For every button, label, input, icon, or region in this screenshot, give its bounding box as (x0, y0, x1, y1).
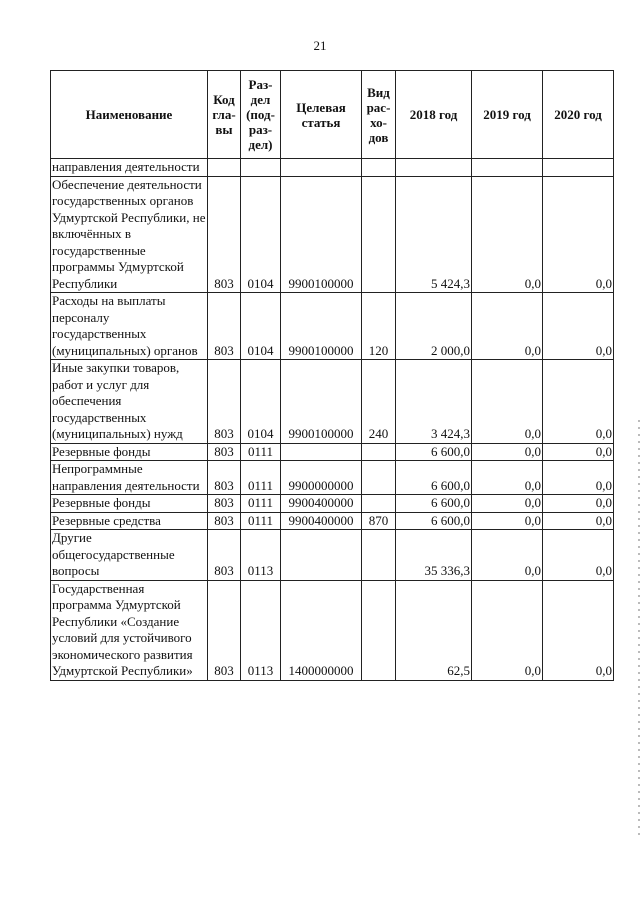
row-2018: 3 424,3 (396, 360, 472, 444)
row-2020: 0,0 (543, 461, 614, 495)
header-chapter: Код гла-вы (208, 71, 241, 159)
row-2019: 0,0 (472, 495, 543, 513)
row-chapter: 803 (208, 360, 241, 444)
row-name: Государственная программа Удмуртской Республики «Создание условий для устойчивого экономического развития Удмуртской Республики» (51, 580, 208, 680)
row-name: Резервные фонды (51, 495, 208, 513)
row-target: 1400000000 (281, 580, 362, 680)
row-section: 0104 (241, 176, 281, 293)
row-2018: 5 424,3 (396, 176, 472, 293)
row-target (281, 530, 362, 581)
row-section (241, 159, 281, 177)
row-2019: 0,0 (472, 360, 543, 444)
row-2018: 6 600,0 (396, 443, 472, 461)
row-name: Непрограммные направления деятельности (51, 461, 208, 495)
table-row (51, 512, 614, 530)
table-row (51, 530, 614, 581)
row-target: 9900400000 (281, 512, 362, 530)
header-expense-type: Вид рас-хо-дов (362, 71, 396, 159)
row-chapter (208, 159, 241, 177)
header-2020: 2020 год (543, 71, 614, 159)
row-chapter: 803 (208, 580, 241, 680)
row-2020: 0,0 (543, 293, 614, 360)
row-2019: 0,0 (472, 512, 543, 530)
header-section: Раз-дел (под-раз-дел) (241, 71, 281, 159)
header-2018: 2018 год (396, 71, 472, 159)
row-target: 9900400000 (281, 495, 362, 513)
row-chapter: 803 (208, 530, 241, 581)
table-row (51, 461, 614, 495)
row-expense-type (362, 443, 396, 461)
budget-table (50, 70, 614, 681)
table-row (51, 159, 614, 177)
row-chapter: 803 (208, 176, 241, 293)
table-row (51, 580, 614, 680)
row-2018 (396, 159, 472, 177)
row-section: 0104 (241, 293, 281, 360)
row-target (281, 443, 362, 461)
row-2018: 62,5 (396, 580, 472, 680)
row-target: 9900100000 (281, 360, 362, 444)
row-section: 0111 (241, 512, 281, 530)
row-target: 9900000000 (281, 461, 362, 495)
row-2020: 0,0 (543, 580, 614, 680)
row-name: Другие общегосударственные вопросы (51, 530, 208, 581)
row-expense-type (362, 580, 396, 680)
row-chapter: 803 (208, 495, 241, 513)
table-row (51, 176, 614, 293)
row-2019: 0,0 (472, 580, 543, 680)
row-chapter: 803 (208, 443, 241, 461)
row-expense-type (362, 159, 396, 177)
table-header-row (51, 71, 614, 159)
row-section: 0111 (241, 443, 281, 461)
row-2020: 0,0 (543, 176, 614, 293)
row-2018: 6 600,0 (396, 461, 472, 495)
row-chapter: 803 (208, 512, 241, 530)
row-2019: 0,0 (472, 176, 543, 293)
row-expense-type: 240 (362, 360, 396, 444)
row-section: 0111 (241, 495, 281, 513)
row-expense-type (362, 176, 396, 293)
row-section: 0113 (241, 530, 281, 581)
row-2020: 0,0 (543, 360, 614, 444)
table-row (51, 360, 614, 444)
table-row (51, 293, 614, 360)
row-2020: 0,0 (543, 530, 614, 581)
row-section: 0104 (241, 360, 281, 444)
table-row (51, 495, 614, 513)
row-2019: 0,0 (472, 443, 543, 461)
row-2018: 6 600,0 (396, 512, 472, 530)
page-number: 21 (313, 38, 327, 53)
table-row (51, 443, 614, 461)
row-2020: 0,0 (543, 443, 614, 461)
row-expense-type (362, 461, 396, 495)
row-name: Резервные средства (51, 512, 208, 530)
row-2018: 35 336,3 (396, 530, 472, 581)
header-2019: 2019 год (472, 71, 543, 159)
row-target: 9900100000 (281, 176, 362, 293)
row-expense-type: 120 (362, 293, 396, 360)
row-2019: 0,0 (472, 530, 543, 581)
row-2020: 0,0 (543, 512, 614, 530)
row-name: Резервные фонды (51, 443, 208, 461)
row-target: 9900100000 (281, 293, 362, 360)
header-target: Целевая статья (281, 71, 362, 159)
row-2018: 6 600,0 (396, 495, 472, 513)
row-2019: 0,0 (472, 293, 543, 360)
header-name: Наименование (51, 71, 208, 159)
row-2019 (472, 159, 543, 177)
row-section: 0111 (241, 461, 281, 495)
row-target (281, 159, 362, 177)
row-chapter: 803 (208, 293, 241, 360)
row-2018: 2 000,0 (396, 293, 472, 360)
row-name: направления деятельности (51, 159, 208, 177)
row-expense-type (362, 530, 396, 581)
row-chapter: 803 (208, 461, 241, 495)
row-2020 (543, 159, 614, 177)
row-expense-type: 870 (362, 512, 396, 530)
row-name: Расходы на выплаты персоналу государственных (муниципальных) органов (51, 293, 208, 360)
row-section: 0113 (241, 580, 281, 680)
row-2019: 0,0 (472, 461, 543, 495)
row-2020: 0,0 (543, 495, 614, 513)
row-name: Обеспечение деятельности государственных органов Удмуртской Республики, не включённых в государственные программы Удмуртской Республики (51, 176, 208, 293)
row-expense-type (362, 495, 396, 513)
row-name: Иные закупки товаров, работ и услуг для обеспечения государственных (муниципальных) нужд (51, 360, 208, 444)
